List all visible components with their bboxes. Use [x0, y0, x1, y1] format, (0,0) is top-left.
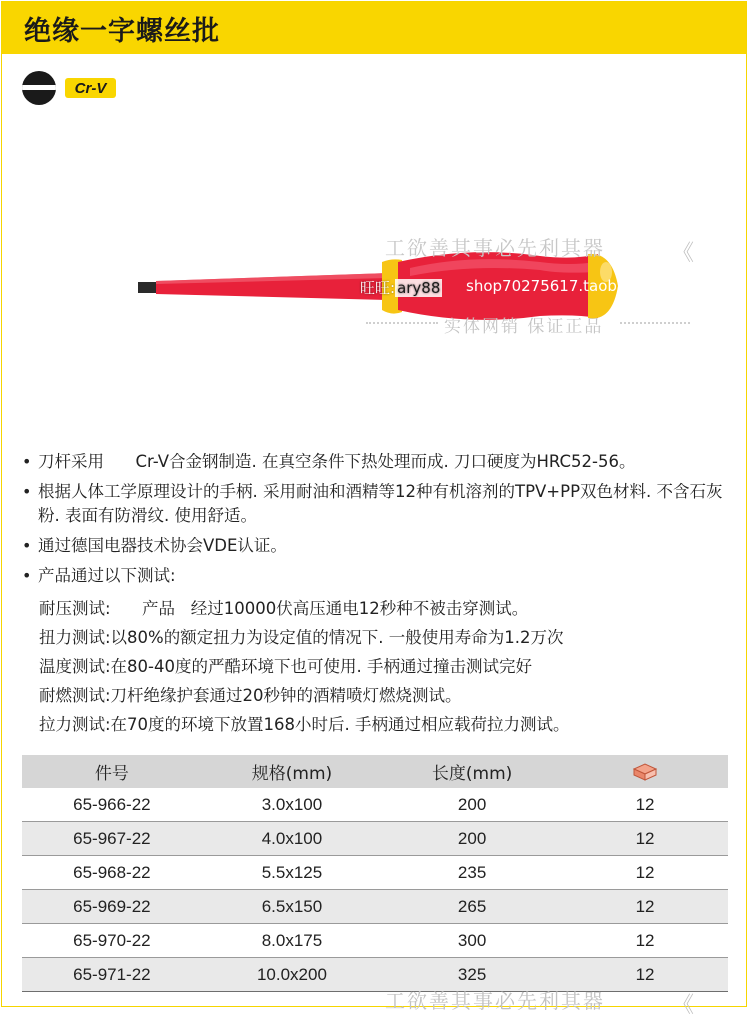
- watermark-real: 实体网销 保证正品: [444, 317, 604, 337]
- feature-text: 通过德国电器技术协会VDE认证。: [38, 536, 287, 555]
- cell-spec: 10.0x200: [202, 958, 382, 992]
- cell-spec: 4.0x100: [202, 822, 382, 856]
- spec-table: [22, 755, 728, 992]
- watermark-arrows-bottom: 《: [672, 993, 695, 1018]
- watermark-slogan: 工欲善其事必先利其器: [385, 236, 605, 260]
- test-tensile: 拉力测试:在70度的环境下放置168小时后. 手柄通过相应载荷拉力测试。: [39, 715, 570, 734]
- feature-item: • 产品通过以下测试:: [22, 566, 176, 585]
- feature-item: • 刀杆采用 Cr-V合金钢制造. 在真空条件下热处理而成. 刀口硬度为HRC52-56。: [22, 452, 636, 471]
- table-row: [22, 924, 728, 958]
- slotted-tip-icon: [22, 71, 56, 105]
- cell-spec: 6.5x150: [202, 890, 382, 924]
- table-header-row: [22, 755, 728, 788]
- cell-part-no: 65-969-22: [22, 890, 202, 924]
- col-part-no: 件号: [22, 755, 202, 788]
- test-torque: 扭力测试:以80%的额定扭力为设定值的情况下. 一般使用寿命为1.2万次: [39, 628, 564, 647]
- box-icon: [632, 763, 658, 781]
- cell-part-no: 65-967-22: [22, 822, 202, 856]
- cell-package: 12: [562, 788, 728, 822]
- cell-spec: 5.5x125: [202, 856, 382, 890]
- watermark-id-prefix: 旺旺:: [360, 279, 396, 297]
- cell-package: 12: [562, 924, 728, 958]
- watermark-dots-right: [620, 322, 690, 324]
- cell-part-no: 65-971-22: [22, 958, 202, 992]
- page-title: 绝缘一字螺丝批: [24, 15, 220, 47]
- watermark-dots-left: [366, 322, 438, 324]
- col-package: [562, 755, 728, 788]
- watermark-id-name: ary88: [397, 279, 441, 297]
- test-flame: 耐燃测试:刀杆绝缘护套通过20秒钟的酒精喷灯燃烧测试。: [39, 686, 462, 705]
- cell-package: 12: [562, 890, 728, 924]
- feature-item: • 通过德国电器技术协会VDE认证。: [22, 536, 287, 555]
- cell-package: 12: [562, 958, 728, 992]
- test-temperature: 温度测试:在80-40度的严酷环境下也可使用. 手柄通过撞击测试完好: [39, 657, 532, 676]
- table-row: [22, 958, 728, 992]
- cell-length: 235: [382, 856, 562, 890]
- cell-length: 300: [382, 924, 562, 958]
- cell-part-no: 65-970-22: [22, 924, 202, 958]
- col-length: 长度(mm): [382, 755, 562, 788]
- cell-length: 265: [382, 890, 562, 924]
- title-bar: [2, 2, 746, 54]
- feature-text: 刀杆采用 Cr-V合金钢制造. 在真空条件下热处理而成. 刀口硬度为HRC52-56。: [38, 452, 636, 471]
- cr-v-badge: Cr-V: [65, 78, 116, 98]
- feature-list: [22, 450, 742, 594]
- cell-part-no: 65-966-22: [22, 788, 202, 822]
- cell-part-no: 65-968-22: [22, 856, 202, 890]
- cell-length: 325: [382, 958, 562, 992]
- feature-text: 产品通过以下测试:: [38, 566, 176, 585]
- cell-spec: 8.0x175: [202, 924, 382, 958]
- test-voltage: 耐压测试: 产品 经过10000伏高压通电12秒种不被击穿测试。: [39, 599, 529, 618]
- table-row: [22, 822, 728, 856]
- watermark-id: [360, 277, 442, 298]
- table-row: [22, 788, 728, 822]
- feature-item: • 根据人体工学原理设计的手柄. 采用耐油和酒精等12种有机溶剂的TPV+PP双色材料. 不含石灰粉. 表面有防滑纹. 使用舒适。: [22, 482, 723, 525]
- cell-package: 12: [562, 856, 728, 890]
- cell-spec: 3.0x100: [202, 788, 382, 822]
- table-row: [22, 890, 728, 924]
- cell-length: 200: [382, 788, 562, 822]
- feature-text: 根据人体工学原理设计的手柄. 采用耐油和酒精等12种有机溶剂的TPV+PP双色材料. 不含石灰粉. 表面有防滑纹. 使用舒适。: [38, 482, 723, 525]
- watermark-slogan-bottom: 工欲善其事必先利其器: [385, 989, 605, 1013]
- table-row: [22, 856, 728, 890]
- cell-package: 12: [562, 822, 728, 856]
- cell-length: 200: [382, 822, 562, 856]
- watermark-arrows: 《: [672, 241, 695, 266]
- watermark-shop: shop70275617.taobao.com: [466, 277, 672, 295]
- col-spec: 规格(mm): [202, 755, 382, 788]
